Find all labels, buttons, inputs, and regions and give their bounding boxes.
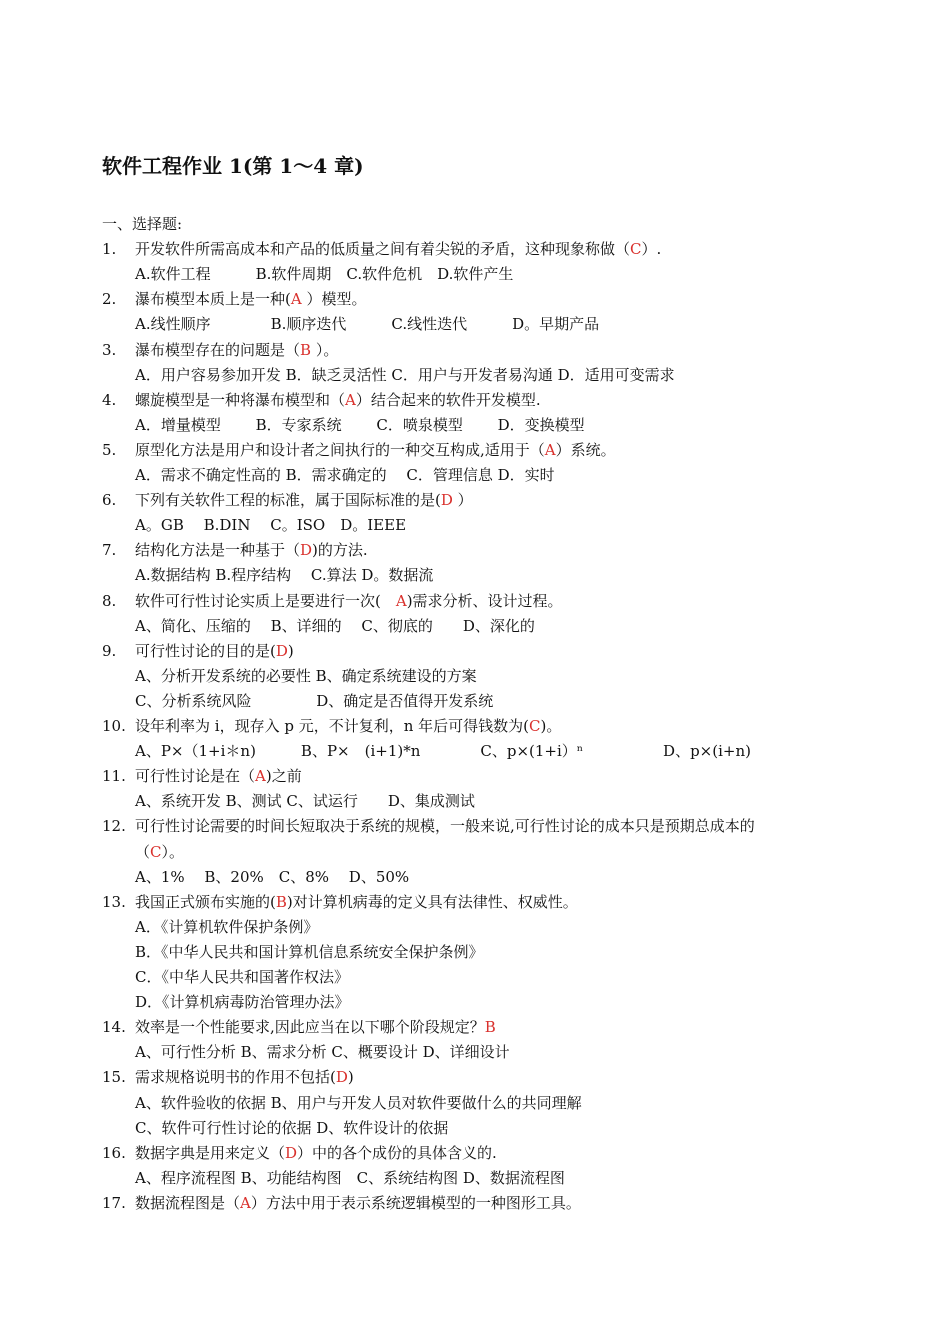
question-stem-end: )对计算机病毒的定义具有法律性、权威性。 xyxy=(286,892,578,911)
question-stem-end: ) xyxy=(347,1068,354,1087)
question-stem-end: ）模型。 xyxy=(301,290,367,309)
question-stem: 开发软件所需高成本和产品的低质量之间有着尖锐的矛盾，这种现象称做（ xyxy=(135,240,631,259)
answer-options: A．需求不确定性高的 B．需求确定的 C．管理信息 D．实时 xyxy=(135,466,555,484)
answer-options: C、软件可行性讨论的依据 D、软件设计的依据 xyxy=(135,1118,449,1137)
answer-options: A、P×（1+i＊n) B、P× (i+1)*n C、p×(1+i）ⁿ D、p×(i+n) xyxy=(135,742,751,761)
question-stem-end: ) xyxy=(287,641,294,660)
answer-letter: B xyxy=(275,892,287,911)
question-number: 3. xyxy=(102,340,117,359)
question-number: 17. xyxy=(102,1193,126,1212)
answer-options: A.线性顺序 B.顺序迭代 C.线性迭代 D。早期产品 xyxy=(135,315,600,334)
question-stem: 需求规格说明书的作用不包括( xyxy=(135,1068,336,1087)
question-number: 16. xyxy=(102,1143,126,1162)
question-stem-end: )之前 xyxy=(265,767,302,786)
answer-options: A.数据结构 B.程序结构 C.算法 D。数据流 xyxy=(135,566,434,585)
question-stem: 螺旋模型是一种将瀑布模型和（ xyxy=(135,390,346,409)
answer-options: A.软件工程 B.软件周期 C.软件危机 D.软件产生 xyxy=(135,265,514,284)
question-stem: 软件可行性讨论实质上是要进行一次( xyxy=(135,591,396,610)
question-number: 14. xyxy=(102,1018,126,1037)
answer-options: A．《计算机软件保护条例》 xyxy=(135,917,319,936)
question-stem-end: ）. xyxy=(641,240,662,259)
answer-options: C、分析系统风险 D、确定是否值得开发系统 xyxy=(135,691,494,710)
question-number: 12. xyxy=(102,817,126,836)
question-text xyxy=(135,239,661,259)
answer-options: A。GB B.DIN C。ISO D。IEEE xyxy=(135,516,407,535)
question-number: 8. xyxy=(102,591,117,610)
question-number: 15. xyxy=(102,1068,126,1087)
answer-options: A、系统开发 B、测试 C、试运行 D、集成测试 xyxy=(135,792,475,811)
answer-options: A、程序流程图 B、功能结构图 C、系统结构图 D、数据流程图 xyxy=(135,1168,565,1187)
question-text xyxy=(135,340,338,360)
answer-letter: A xyxy=(255,767,266,786)
question-stem-end: ）结合起来的软件开发模型. xyxy=(355,390,541,409)
question-number: 2. xyxy=(102,290,117,309)
answer-letter: A xyxy=(290,290,302,309)
answer-letter: A xyxy=(345,390,356,409)
answer-letter: D xyxy=(335,1068,348,1087)
answer-letter: C xyxy=(150,842,162,861)
question-text xyxy=(135,1067,354,1087)
question-stem: 设年利率为 i，现存入 p 元，不计复利，n 年后可得钱数为( xyxy=(135,717,529,735)
question-text xyxy=(135,716,561,736)
question-stem-end: ）方法中用于表示系统逻辑模型的一种图形工具。 xyxy=(250,1193,581,1212)
answer-letter: D xyxy=(300,541,313,560)
question-text xyxy=(135,1017,496,1037)
question-stem-end: ）。 xyxy=(161,842,185,861)
question-stem: 结构化方法是一种基于（ xyxy=(135,541,301,560)
question-text xyxy=(135,540,368,560)
question-stem-open: （ xyxy=(135,842,151,861)
question-stem-end: )。 xyxy=(540,717,562,735)
question-text xyxy=(135,440,616,460)
question-text xyxy=(135,816,755,836)
question-stem-end: ） xyxy=(452,491,473,510)
question-text xyxy=(135,892,578,912)
question-stem-end: )的方法. xyxy=(312,541,368,560)
answer-options: A、简化、压缩的 B、详细的 C、彻底的 D、深化的 xyxy=(135,616,535,635)
answer-options: B．《中华人民共和国计算机信息系统安全保护条例》 xyxy=(135,942,484,961)
answer-options: D．《计算机病毒防治管理办法》 xyxy=(135,993,350,1012)
question-stem: 可行性讨论的目的是( xyxy=(135,641,276,660)
question-text xyxy=(135,1193,581,1213)
question-text xyxy=(135,591,563,611)
document-title: 软件工程作业 1(第 1～4 章) xyxy=(102,154,364,178)
question-number: 11. xyxy=(102,767,126,786)
answer-options: C．《中华人民共和国著作权法》 xyxy=(135,968,349,986)
question-text xyxy=(135,289,366,309)
answer-options: A、分析开发系统的必要性 B、确定系统建设的方案 xyxy=(135,666,477,685)
question-stem: 效率是一个性能要求,因此应当在以下哪个阶段规定？ xyxy=(135,1018,485,1037)
answer-options: A、1% B、20% C、8% D、50% xyxy=(135,867,410,886)
question-number: 1. xyxy=(102,240,117,259)
answer-letter: D xyxy=(285,1143,298,1162)
answer-letter: D xyxy=(275,641,288,660)
question-stem: 瀑布模型本质上是一种( xyxy=(135,290,291,309)
question-number: 7. xyxy=(102,541,117,560)
answer-options: A、软件验收的依据 B、用户与开发人员对软件要做什么的共同理解 xyxy=(135,1093,582,1112)
question-stem: 可行性讨论是在（ xyxy=(135,767,256,786)
question-stem: 数据流程图是（ xyxy=(135,1193,241,1212)
question-number: 6. xyxy=(102,491,117,510)
answer-letter: A xyxy=(240,1193,251,1212)
question-stem: 原型化方法是用户和设计者之间执行的一种交互构成,适用于（ xyxy=(135,440,545,459)
question-text-continued xyxy=(135,842,184,862)
question-stem: 下列有关软件工程的标准，属于国际标准的是( xyxy=(135,491,441,510)
question-text xyxy=(135,641,294,661)
answer-letter: B xyxy=(300,340,312,359)
answer-letter: B xyxy=(484,1018,496,1037)
question-number: 9. xyxy=(102,641,117,660)
question-stem: 我国正式颁布实施的( xyxy=(135,892,276,911)
question-text xyxy=(135,766,302,786)
question-stem-end: ）系统。 xyxy=(555,440,616,459)
question-number: 10. xyxy=(102,717,126,735)
question-text xyxy=(135,390,541,410)
section-heading: 一、选择题: xyxy=(102,215,183,233)
answer-letter: C xyxy=(529,717,541,735)
question-stem: 瀑布模型存在的问题是（ xyxy=(135,340,301,359)
question-number: 4. xyxy=(102,390,117,409)
question-number: 13. xyxy=(102,892,126,911)
answer-options: A、可行性分析 B、需求分析 C、概要设计 D、详细设计 xyxy=(135,1043,510,1062)
answer-options: A．用户容易参加开发 B．缺乏灵活性 C．用户与开发者易沟通 D．适用可变需求 xyxy=(135,365,675,384)
answer-options: A．增量模型 B．专家系统 C．喷泉模型 D．变换模型 xyxy=(135,415,585,434)
question-stem-end: ）中的各个成份的具体含义的. xyxy=(297,1143,497,1162)
question-text xyxy=(135,1143,497,1163)
answer-letter: D xyxy=(440,491,453,510)
answer-letter: A xyxy=(544,440,556,459)
question-number: 5. xyxy=(102,440,117,459)
answer-letter: A xyxy=(395,591,407,610)
question-stem: 可行性讨论需要的时间长短取决于系统的规模，一般来说,可行性讨论的成本只是预期总成本的 xyxy=(135,817,755,836)
question-stem-end: )需求分析、设计过程。 xyxy=(406,591,563,610)
question-text xyxy=(135,490,473,510)
answer-letter: C xyxy=(630,240,642,259)
question-stem-end: ）。 xyxy=(311,340,339,359)
question-stem: 数据字典是用来定义（ xyxy=(135,1143,286,1162)
